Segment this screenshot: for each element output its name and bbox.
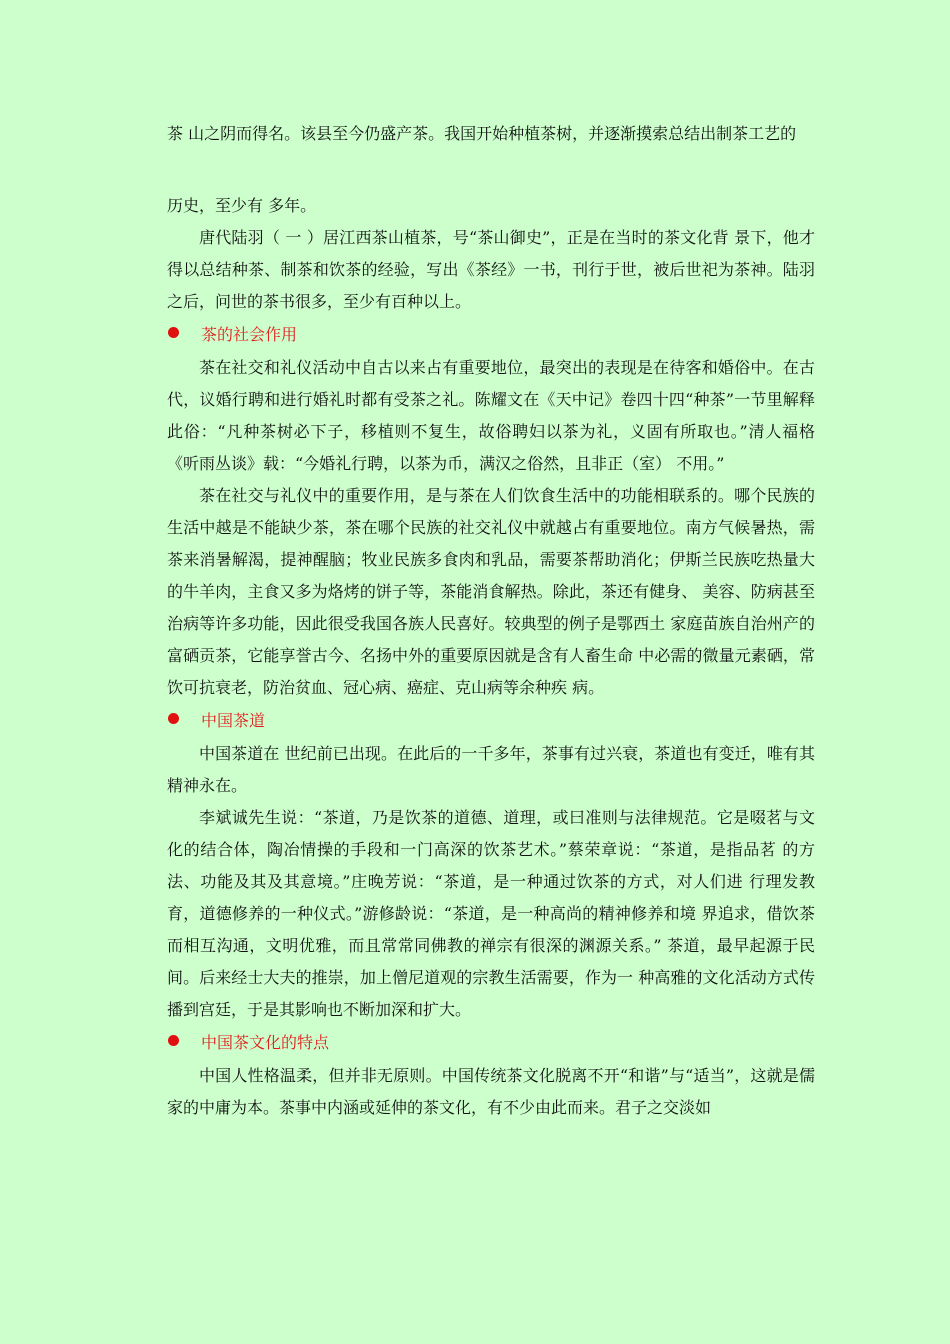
bullet-icon bbox=[168, 1035, 179, 1046]
section-paragraph: 李斌诚先生说：“茶道，乃是饮茶的道德、道理，或曰准则与法律规范。它是啜茗与文 化的结合体，陶冶情操的手段和一门高深的饮茶艺术。”蔡荣章说：“茶道，是指品茗 的方法、功能及其及其意境。”庄晚芳说：“茶道，是一种通过饮茶的方式，对人们进 行理发教育，道德修养的一种仪式。”游修龄说：“茶道，是一种高尚的精神修养和境 界追求，借饮茶而相互沟通，文明优雅，而且常常同佛教的禅宗有很深的渊源关系。” 茶道，最早起源于民间。后来经士大夫的推崇，加上僧尼道观的宗教生活需要，作为一 种高雅的文化活动方式传播到宫廷，于是其影响也不断加深和扩大。 bbox=[167, 808, 815, 1019]
section-paragraph: 中国茶道在 世纪前已出现。在此后的一千多年，茶事有过兴衰，茶道也有变迁，唯有其精神永在。 bbox=[167, 744, 815, 795]
section-heading bbox=[167, 318, 815, 352]
document-page bbox=[167, 118, 815, 1124]
paragraph-intro-1: 茶 山之阴而得名。该县至今仍盛产茶。我国开始种植茶树，并逐渐摸索总结出制茶工艺的 bbox=[167, 124, 797, 143]
section-heading bbox=[167, 704, 815, 738]
paragraph-intro-2: 历史，至少有 多年。 bbox=[167, 196, 317, 215]
section-tea-ceremony bbox=[167, 704, 815, 1026]
section-paragraph: 茶在社交和礼仪活动中自古以来占有重要地位，最突出的表现是在待客和婚俗中。在古代，议婚行聘和进行婚礼时都有受茶之礼。陈耀文在《天中记》卷四十四“种茶”一节里解释此俗：“凡种茶树必下子，移植则不复生，故俗聘妇以茶为礼，义固有所取也。”清人福格《听雨丛谈》载：“今婚礼行聘，以茶为币，满汉之俗然，且非正（室） 不用。” bbox=[167, 358, 815, 473]
section-heading-text: 茶的社会作用 bbox=[201, 325, 298, 344]
section-paragraph: 中国人性格温柔，但并非无原则。中国传统茶文化脱离不开“和谐”与“适当”，这就是儒家的中庸为本。茶事中内涵或延伸的茶文化，有不少由此而来。君子之交淡如 bbox=[167, 1066, 815, 1117]
section-social-role bbox=[167, 318, 815, 704]
section-paragraph: 茶在社交与礼仪中的重要作用，是与茶在人们饮食生活中的功能相联系的。哪个民族的生活中越是不能缺少茶，茶在哪个民族的社交礼仪中就越占有重要地位。南方气候暑热，需茶来消暑解渴，提神醒脑；牧业民族多食肉和乳品，需要茶帮助消化；伊斯兰民族吃热量大的牛羊肉，主食又多为烙烤的饼子等，茶能消食解热。除此，茶还有健身、 美容、防病甚至治病等许多功能，因此很受我国各族人民喜好。较典型的例子是鄂西土 家庭苗族自治州产的富硒贡茶，它能享誉古今、名扬中外的重要原因就是含有人畜生命 中必需的微量元素硒，常饮可抗衰老，防治贫血、冠心病、癌症、克山病等余种疾 病。 bbox=[167, 486, 815, 697]
section-tea-culture-features bbox=[167, 1026, 815, 1124]
paragraph-lu-yu: 唐代陆羽（ 一 ）居江西茶山植茶，号“茶山御史”，正是在当时的茶文化背 景下，他才得以总结种茶、制茶和饮茶的经验，写出《茶经》一书，刊行于世，被后世祀为茶神。陆羽之后，问世的茶书很多，至少有百种以上。 bbox=[167, 228, 815, 311]
section-heading-text: 中国茶文化的特点 bbox=[201, 1033, 330, 1052]
bullet-icon bbox=[168, 327, 179, 338]
section-heading-text: 中国茶道 bbox=[201, 711, 266, 730]
bullet-icon bbox=[168, 713, 179, 724]
section-heading bbox=[167, 1026, 815, 1060]
